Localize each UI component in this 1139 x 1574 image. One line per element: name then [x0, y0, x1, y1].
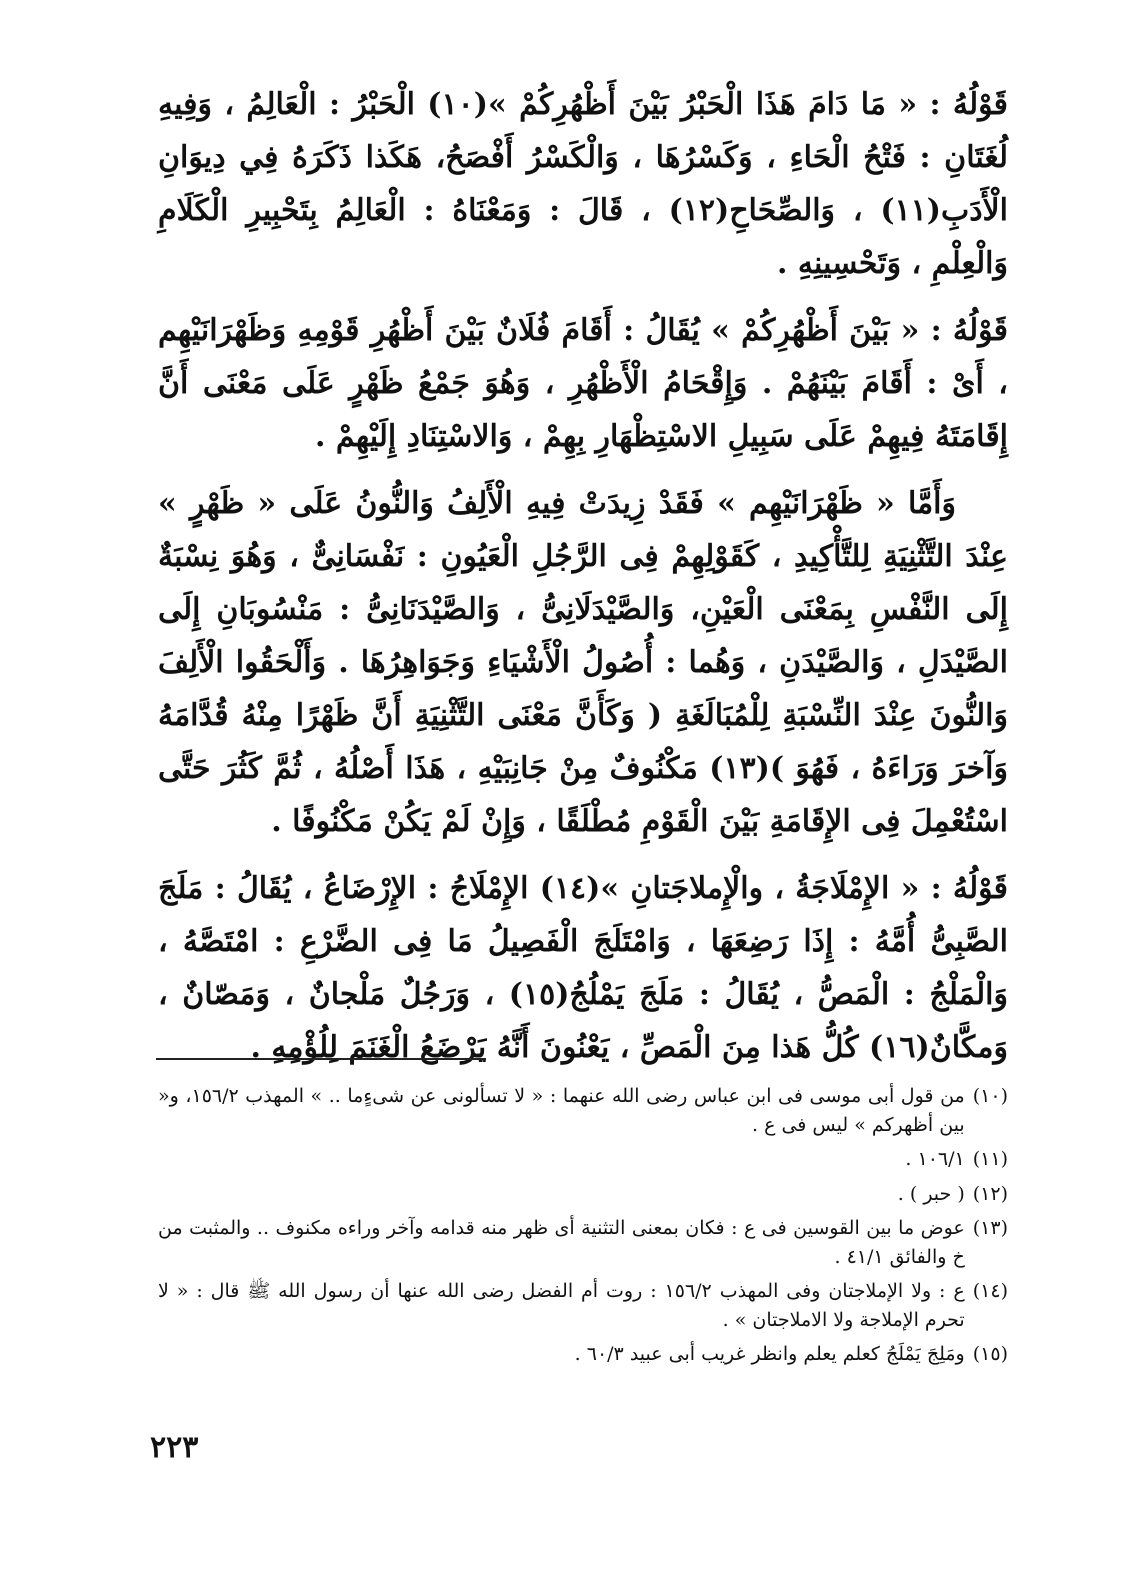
- footnote-text: ع : ولا الإملاجتان وفى المهذب ١٥٦/٢ : روت أم الفضل رضى الله عنها أن رسول الله ﷺ قال : « لا تحرم الإملاجة ولا الاملاجتان » .: [158, 1280, 965, 1331]
- footnote-number: (١١): [972, 1148, 1008, 1170]
- footnote-number: (١٣): [972, 1217, 1008, 1239]
- footnote-number: (١٥): [972, 1343, 1008, 1365]
- footnote-number: (١٢): [972, 1182, 1008, 1205]
- footnote-text: عوض ما بين القوسين فى ع : فكان بمعنى التثنية أى ظهر منه قدامه وآخر وراءه مكنوف .. والمثبت من خ والفائق ٤١/١ .: [158, 1217, 965, 1268]
- footnote-15: [158, 1340, 1008, 1369]
- footnote-12: [158, 1180, 1008, 1209]
- footnote-text: ( حبر ) .: [897, 1182, 965, 1205]
- footnote-14: [158, 1277, 1008, 1334]
- footnote-text: من قول أبى موسى فى ابن عباس رضى الله عنهما : « لا تسألونى عن شىءٍما .. » المهذب ١٥٦/٢، و« بين أظهركم » ليس فى ع .: [158, 1085, 965, 1136]
- main-text: [158, 78, 1008, 1074]
- footnote-text: ١٠٦/١ .: [905, 1148, 965, 1170]
- footnote-number: (١٤): [972, 1280, 1008, 1302]
- paragraph-2: قَوْلُهُ : « بَيْنَ أَظْهُرِكُمْ » يُقَالُ : أَقَامَ فُلَانٌ بَيْنَ أَظْهُرِ قَوْمِهِ وَظَهْرَانَيْهِم ، أَىْ : أَقَامَ بَيْنَهُمْ . وَإِقْحَامُ الْأَظْهُرِ ، وَهُوَ جَمْعُ ظَهْرٍ عَلَى مَعْنَى أَنَّ إِقَامَتَهُ فِيهِمْ عَلَى سَبِيلِ الاسْتِظْهَارِ بِهِمْ ، وَالاسْتِنَادِ إِلَيْهِمْ .: [158, 313, 1008, 454]
- paragraph-1: قَوْلُهُ : « مَا دَامَ هَذَا الْحَبْرُ بَيْنَ أَظْهُرِكُمْ »(١٠) الْحَبْرُ : الْعَالِمُ ، وَفِيهِ لُغَتَانِ : فَتْحُ الْحَاءِ ، وَكَسْرُهَا ، وَالْكَسْرُ أَفْصَحُ، هَكَذا ذَكَرَهُ فِي دِيوَانِ الْأَدَبِ(١١) ، وَالصِّحَاحِ(١٢) ، قَالَ : وَمَعْنَاهُ : الْعَالِمُ بِتَحْبِيرِ الْكَلَامِ وَالْعِلْمِ ، وَتَحْسِينِهِ .: [158, 87, 1009, 281]
- paragraph-4: قَوْلُهُ : « الإِمْلَاجَةُ ، والْإِملاجَتانِ »(١٤) الإِمْلَاجُ : الإِرْضَاعُ ، يُقَالُ : مَلَجَ الصَّبِىُّ أُمَّهُ : إِذَا رَضِعَهَا ، وَامْتَلَجَ الْفَصِيلُ مَا فِى الضَّرْعِ : امْتَصَّهُ ، وَالْمَلْجُ : الْمَصُّ ، يُقَالُ : مَلَجَ يَمْلُجُ(١٥) ، وَرَجُلٌ مَلْجانٌ ، وَمَصّانٌ ، وَمكَّانٌ(١٦) كُلُّ هَذا مِنَ الْمَصِّ ، يَعْنُونَ أَنَّهُ يَرْضَعُ الْغَنَمَ لِلُؤْمِهِ .: [158, 871, 1008, 1065]
- footnote-11: [158, 1145, 1008, 1174]
- page-number: ٢٢٣: [150, 1430, 199, 1465]
- footnote-text: ومَلِجَ يَمْلَجُ كعلم يعلم وانظر غريب أبى عبيد ٦٠/٣ .: [574, 1343, 965, 1365]
- footnote-10: [158, 1082, 1008, 1139]
- footnote-13: [158, 1214, 1008, 1271]
- footnote-divider: [156, 1058, 486, 1060]
- footnote-number: (١٠): [972, 1085, 1008, 1107]
- footnotes: [158, 1082, 1008, 1375]
- paragraph-3: وَأَمَّا « ظَهْرَانَيْهِم » فَقَدْ زِيدَتْ فِيهِ الْأَلِفُ وَالنُّونُ عَلَى « ظَهْرٍ » عِنْدَ التَّثْنِيَةِ لِلتَّأْكِيدِ ، كَقَوْلِهِمْ فِى الرَّجُلِ الْعَيُونِ : نَفْسَانِىٌّ ، وَهُوَ نِسْبَةٌ إِلَى النَّفْسِ بِمَعْنَى الْعَيْنِ، وَالصَّيْدَلَانِىُّ ، وَالصَّيْدَنَانِىُّ : مَنْسُوبَانِ إِلَى الصَّيْدَلِ ، وَالصَّيْدَنِ ، وَهُما : أُصُولُ الْأَشْيَاءِ وَجَوَاهِرُهَا . وَأَلْحَقُوا الْأَلِفَ وَالنُّونَ عِنْدَ النِّسْبَةِ لِلْمُبَالَغَةِ ( وَكَأَنَّ مَعْنَى التَّثْنِيَةِ أَنَّ ظَهْرًا مِنْهُ قُدَّامَهُ وَآخرَ وَرَاءَهُ ، فَهُوَ )(١٣) مَكْنُوفٌ مِنْ جَانِبَيْهِ ، هَذَا أَصْلُهُ ، ثُمَّ كَثُرَ حَتَّى اسْتُعْمِلَ فِى الإِقَامَةِ بَيْنَ الْقَوْمِ مُطْلَقًا ، وَإِنْ لَمْ يَكُنْ مَكْنُوفًا .: [158, 486, 1008, 839]
